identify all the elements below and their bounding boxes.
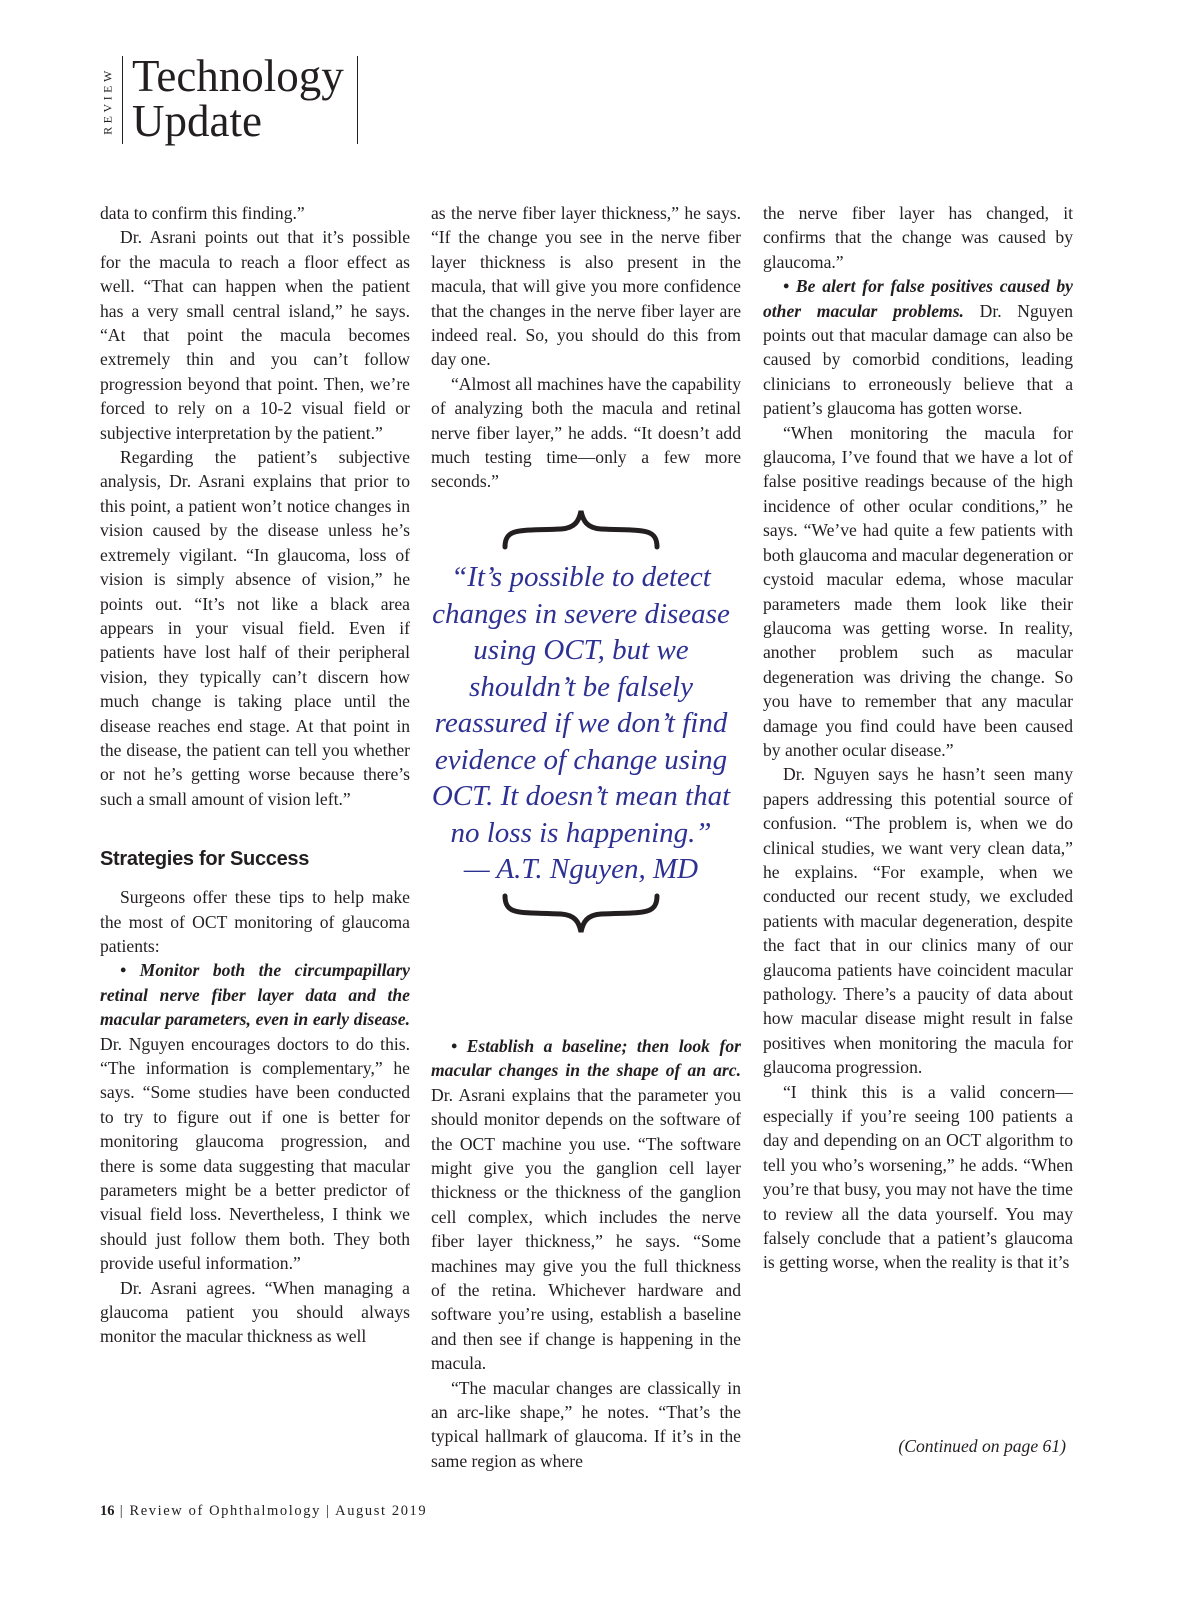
issue-date: August 2019 [335,1503,428,1519]
paragraph: Dr. Asrani points out that it’s possible for the macula to reach a floor effect as well. “That can happen when the patient has a very small central island,” he says. “At that point the macula becomes extremely thin and you can’t follow progression beyond that point. Then, we’re forced to rely on a 10-2 visual field or subjective interpretation by the patient.” [100,227,410,443]
section-label: REVIEW [100,67,115,135]
paragraph: “The macular changes are classically in an arc-like shape,” he notes. “That’s the typical hallmark of glaucoma. If it’s in the same region as where [431,1377,741,1471]
paragraph: as the nerve fiber layer thickness,” he says. “If the change you see in the nerve fiber layer thickness is also present in the macula, that will give you more confidence that the changes in the nerve fiber layer are indeed real. So, you should do this from day one. [431,203,741,370]
header-rule-right [357,56,358,144]
tip-paragraph [431,1034,741,1376]
page-number: 16 [100,1503,115,1519]
tip-body: Dr. Asrani explains that the parameter you should monitor depends on the software of the OCT machine you use. “The software might give you the ganglion cell layer thickness or the thickness of the ganglion cell complex, which includes the nerve fiber layer thickness,” he says. “Some machines may give you the full thickness of the retina. Whichever hardware and software you’re using, establish a baseline and then see if change is happening in the macula. [431,1084,741,1374]
paragraph: “I think this is a valid concern—especially if you’re seeing 100 patients a day and depending on an OCT algorithm to tell you who’s worsening,” he adds. “When you’re that busy, you may not have the time to review all the data yourself. You may falsely conclude that a patient’s glaucoma is getting worse, when the reality is that it’s [763,1081,1073,1273]
tip-body: Dr. Nguyen encourages doctors to do this. “The information is complementary,” he says. “Some studies have been conducted to try to figure out if one is better for monitoring glaucoma progression, and there is some data suggesting that macular parameters might be a better predictor of visual field loss. Nevertheless, I think we should just follow them both. They both provide useful information.” [100,1033,410,1274]
page-footer [100,1503,427,1520]
tip-paragraph [763,274,1073,420]
section-title-line2: Update [132,96,262,146]
bottom-brace-icon [501,892,661,936]
tip-paragraph [100,958,410,1275]
continued-note: (Continued on page 61) [898,1436,1066,1456]
pull-quote-attribution: — A.T. Nguyen, MD [463,853,699,885]
section-title [132,51,344,146]
pull-quote [423,507,739,936]
paragraph: data to confirm this finding.” [100,203,305,223]
tip-lead: • Monitor both the circumpapillary retinal nerve fiber layer data and the macular parameters, even in early disease. [100,960,410,1030]
header-rule-left [122,56,123,144]
tip-lead: • Be alert for false positives caused by other macular problems. [763,276,1073,321]
pull-quote-text: “It’s possible to detect changes in severe disease using OCT, but we shouldn’t be falsely reassured if we don’t find evidence of change using OCT. It doesn’t mean that no loss is happening.” [431,561,731,849]
paragraph: “When monitoring the macula for glaucoma, I’ve found that we have a lot of false positive readings because of the high incidence of other ocular conditions,” he says. “We’ve had quite a few patients with both glaucoma and macular degeneration or cystoid macular edema, whose macular parameters made them look like their glaucoma was getting worse. In reality, another problem such as macular degeneration was driving the change. So you have to remember that any macular damage you find could have been caused by another ocular disease.” [763,422,1073,760]
paragraph: “Almost all machines have the capability of analyzing both the macula and retinal nerve fiber layer,” he adds. “It doesn’t add much testing time—only a few more seconds.” [431,373,741,492]
footer-separator: | [119,1503,125,1519]
footer-separator: | [326,1503,331,1519]
paragraph: Regarding the patient’s subjective analysis, Dr. Asrani explains that prior to this point, a patient won’t notice changes in vision caused by the disease unless he’s extremely vigilant. “In glaucoma, loss of vision is simply absence of vision,” he points out. “It’s not like a black area appears in your visual field. Even if patients have lost half of their peripheral vision, they typically can’t discern how much change is taking place until the disease reaches end stage. At that point in the disease, the patient can tell you whether or not he’s getting worse because there’s such a small amount of vision left.” [100,447,410,809]
tip-body: Dr. Nguyen points out that macular damage can also be caused by comorbid conditions, leading clinicians to erroneously believe that a patient’s glaucoma has gotten worse. [763,300,1073,419]
section-title-line1: Technology [132,51,344,101]
paragraph: Dr. Nguyen says he hasn’t seen many papers addressing this potential source of confusion. “The problem is, when we do clinical studies, we want very clean data,” he explains. “For example, when we conducted our recent study, we excluded patients with macular degeneration, despite the fact that in our clinics many of our glaucoma patients have coincident macular pathology. There’s a paucity of data about how macular disease might result in false positives when monitoring the macula for glaucoma progression. [763,764,1073,1078]
article-column-1 [100,201,410,1349]
paragraph: Dr. Asrani agrees. “When managing a glaucoma patient you should always monitor the macular thickness as well [100,1277,410,1347]
top-brace-icon [501,507,661,551]
paragraph: the nerve fiber layer has changed, it confirms that the change was caused by glaucoma.” [763,203,1073,272]
article-column-3 [763,201,1073,1275]
subheading-strategies: Strategies for Success [100,848,310,871]
publication-name: Review of Ophthalmology [129,1503,321,1519]
tip-lead: • Establish a baseline; then look for macular changes in the shape of an arc. [431,1035,741,1081]
paragraph: Surgeons offer these tips to help make the most of OCT monitoring of glaucoma patients: [100,887,410,956]
